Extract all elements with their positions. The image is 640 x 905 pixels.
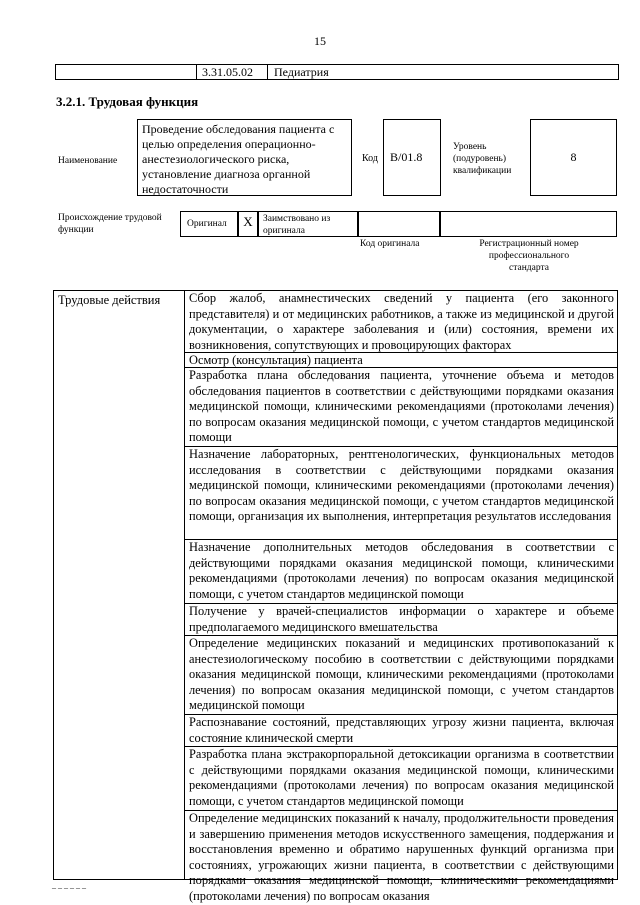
labor-action: Назначение дополнительных методов обследования в соответствии с действующими порядками оказания медицинской помощи, клиническими рекомендациями (протоколами лечения) по вопросам оказания медицинской помощи, с учетом стандартов медицинской помощи bbox=[185, 540, 617, 604]
code-original-caption: Код оригинала bbox=[360, 239, 420, 249]
labor-action: Сбор жалоб, анамнестических сведений у пациента (его законного представителя) и от медицинских работников, а также из медицинской и другой документации, о характере заболевания и (или) состояния, времени их возникновения, сопутствующих и провоцирующих факторах bbox=[185, 291, 617, 353]
original-mark: X bbox=[238, 211, 258, 237]
labor-action: Разработка плана обследования пациента, уточнение объема и методов обследования пациентов в соответствии с действующими порядками оказания медицинской помощи, клиническими рекомендациями (протоколами лечения) по вопросам оказания медицинской помощи, с учетом стандартов медицинской помощи bbox=[185, 368, 617, 447]
specialty-code: 3.31.05.02 bbox=[196, 65, 268, 79]
qualification-level-label: Уровень (подуровень) квалификации bbox=[453, 142, 512, 176]
name-label: Наименование bbox=[58, 156, 118, 166]
borrowed-label: Заимствовано из оригинала bbox=[258, 211, 358, 237]
function-name: Проведение обследования пациента с целью определения операционно-анестезиологического риска, установление диагноза органной недостаточности bbox=[137, 119, 352, 196]
labor-actions-header-cell bbox=[54, 291, 185, 879]
labor-actions-list bbox=[185, 291, 617, 901]
labor-action: Определение медицинских показаний к началу, продолжительности проведения и завершению применения методов искусственного замещения, поддержания и восстановления временно и обратимо нарушенных функций организма при состояниях, угрожающих жизни пациента, в соответствии с действующими порядками оказания медицинской помощи, клиническими рекомендациями (протоколами лечения) по вопросам оказания bbox=[189, 811, 614, 903]
labor-actions-table bbox=[53, 290, 618, 903]
code-original-cell bbox=[358, 211, 440, 237]
labor-action: Получение у врачей-специалистов информации о характере и объеме предполагаемого медицинского вмешательства bbox=[185, 604, 617, 636]
labor-action: Определение медицинских показаний и медицинских противопоказаний к анестезиологическому пособию в соответствии с действующими порядками оказания медицинской помощи, клиническими рекомендациями (протоколами лечения) по вопросам оказания медицинской помощи, с учетом стандартов медицинской помощи bbox=[185, 636, 617, 715]
function-code: В/01.8 bbox=[383, 119, 441, 196]
origin-label: Происхождение трудовой функции bbox=[58, 213, 162, 235]
reg-number-caption: Регистрационный номер профессионального стандарта bbox=[479, 239, 579, 273]
original-label: Оригинал bbox=[180, 211, 238, 237]
labor-action: Распознавание состояний, представляющих угрозу жизни пациента, включая состояние клинической смерти bbox=[185, 715, 617, 747]
reg-number-cell bbox=[440, 211, 617, 237]
labor-actions-label: Трудовые действия bbox=[58, 293, 161, 307]
origin-row bbox=[180, 211, 617, 237]
footer-mark: _ _ _ _ _ _ bbox=[52, 881, 86, 890]
specialty-blank-cell bbox=[56, 65, 197, 79]
section-title: 3.2.1. Трудовая функция bbox=[56, 94, 199, 109]
qualification-level: 8 bbox=[530, 119, 617, 196]
labor-action: Назначение лабораторных, рентгенологических, функциональных методов исследования в соответствии с действующими порядками оказания медицинской помощи, клиническими рекомендациями (протоколами лечения) по вопросам оказания медицинской помощи, с учетом стандартов медицинской помощи, организация их выполнения, интерпретация результатов исследования bbox=[185, 447, 617, 540]
specialty-name: Педиатрия bbox=[274, 65, 329, 79]
specialty-row bbox=[55, 64, 619, 80]
labor-action: Осмотр (консультация) пациента bbox=[185, 353, 617, 368]
page-number: 15 bbox=[314, 34, 326, 48]
labor-action: Разработка плана экстракорпоральной детоксикации организма в соответствии с действующими порядками оказания медицинской помощи, клиническими рекомендациями (протоколами лечения) по вопросам оказания медицинской помощи, с учетом стандартов медицинской помощи bbox=[185, 747, 617, 811]
code-label: Код bbox=[362, 153, 378, 164]
